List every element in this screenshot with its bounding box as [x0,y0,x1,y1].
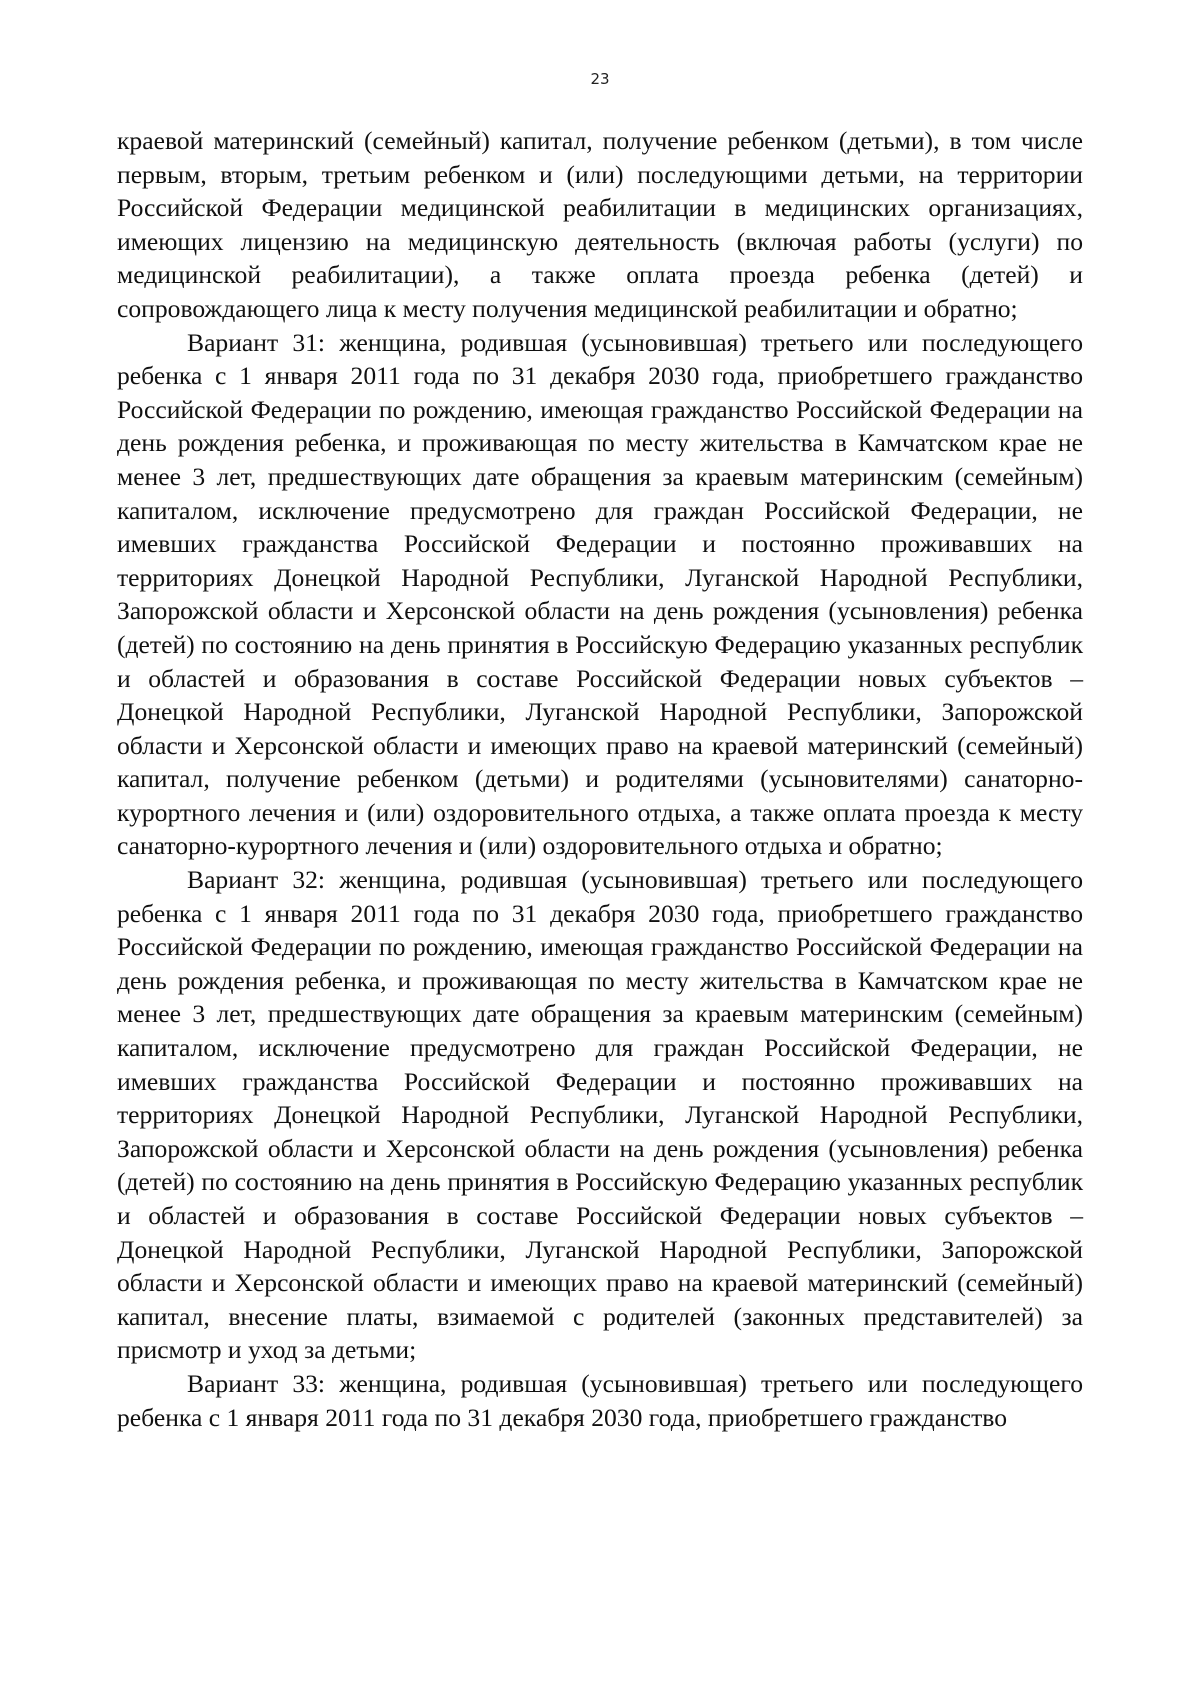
paragraph-continuation: краевой материнский (семейный) капитал, получение ребенком (детьми), в том числе первым, вторым, третьим ребенком и (или) последующими детьми, на территории Российской Федерации медицинской реабилитации в медицинских организациях, имеющих лицензию на медицинскую деятельность (включая работы (услуги) по медицинской реабилитации), а также оплата проезда ребенка (детей) и сопровождающего лица к месту получения медицинской реабилитации и обратно; [117,126,1083,323]
paragraph-variant-32: Вариант 32: женщина, родившая (усыновившая) третьего или последующего ребенка с 1 января 2011 года по 31 декабря 2030 года, приобретшего гражданство Российской Федерации по рождению, имеющая гражданство Российской Федерации на день рождения ребенка, и проживающая по месту жительства в Камчатском крае не менее 3 лет, предшествующих дате обращения за краевым материнским (семейным) капиталом, исключение предусмотрено для граждан Российской Федерации, не имевших гражданства Российской Федерации и постоянно проживавших на территориях Донецкой Народной Республики, Луганской Народной Республики, Запорожской области и Херсонской области на день рождения (усыновления) ребенка (детей) по состоянию на день принятия в Российскую Федерацию указанных республик и областей и образования в составе Российской Федерации новых субъектов – Донецкой Народной Республики, Луганской Народной Республики, Запорожской области и Херсонской области и имеющих право на краевой материнский (семейный) капитал, внесение платы, взимаемой с родителей (законных представителей) за присмотр и уход за детьми; [117,865,1083,1365]
paragraph-variant-33: Вариант 33: женщина, родившая (усыновившая) третьего или последующего ребенка с 1 января 2011 года по 31 декабря 2030 года, приобретшего гражданство [117,1368,1083,1432]
paragraph-variant-31: Вариант 31: женщина, родившая (усыновившая) третьего или последующего ребенка с 1 января 2011 года по 31 декабря 2030 года, приобретшего гражданство Российской Федерации по рождению, имеющая гражданство Российской Федерации на день рождения ребенка, и проживающая по месту жительства в Камчатском крае не менее 3 лет, предшествующих дате обращения за краевым материнским (семейным) капиталом, исключение предусмотрено для граждан Российской Федерации, не имевших гражданства Российской Федерации и постоянно проживавших на территориях Донецкой Народной Республики, Луганской Народной Республики, Запорожской области и Херсонской области на день рождения (усыновления) ребенка (детей) по состоянию на день принятия в Российскую Федерацию указанных республик и областей и образования в составе Российской Федерации новых субъектов – Донецкой Народной Республики, Луганской Народной Республики, Запорожской области и Херсонской области и имеющих право на краевой материнский (семейный) капитал, получение ребенком (детьми) и родителями (усыновителями) санаторно-курортного лечения и (или) оздоровительного отдыха, а также оплата проезда к месту санаторно-курортного лечения и (или) оздоровительного отдыха и обратно; [117,327,1083,861]
document-body [117,124,1083,1434]
page-number: 23 [590,70,610,88]
